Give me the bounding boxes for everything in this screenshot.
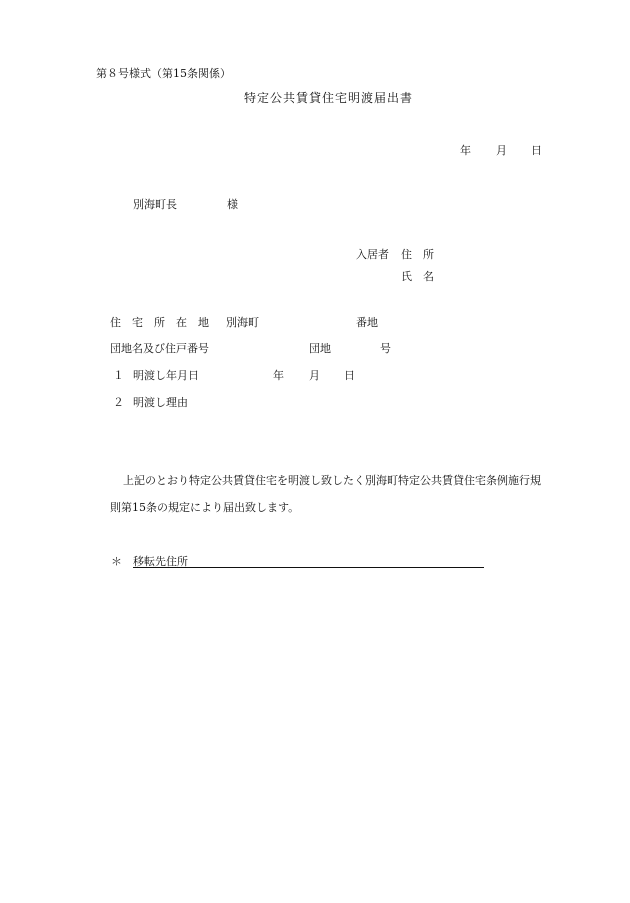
item-1-month: 月	[309, 369, 320, 382]
item-1-day: 日	[344, 369, 355, 382]
date-day: 日	[531, 144, 542, 157]
applicant-address-label: 住 所	[401, 248, 434, 261]
item-2-number: ２	[113, 396, 124, 409]
relocation-address-label: 移転先住所	[133, 555, 188, 568]
applicant-name-label: 氏 名	[401, 270, 434, 283]
housing-town: 別海町	[226, 316, 259, 329]
statement-line-2: 則第15条の規定により届出致します。	[110, 501, 300, 514]
relocation-address-line	[133, 567, 484, 568]
date-year: 年	[460, 144, 471, 157]
complex-label: 団地名及び住戸番号	[110, 342, 209, 355]
item-1-label: 明渡し年月日	[133, 369, 199, 382]
statement-line-1: 上記のとおり特定公共賃貸住宅を明渡し致したく別海町特定公共賃貸住宅条例施行規	[123, 474, 541, 487]
date-month: 月	[496, 144, 507, 157]
applicant-role: 入居者	[356, 248, 389, 261]
housing-banchi: 番地	[356, 316, 378, 329]
addressee-name: 別海町長	[133, 198, 177, 211]
housing-address-label: 住 宅 所 在 地	[110, 316, 209, 329]
complex-unit: 号	[380, 342, 391, 355]
document-title: 特定公共賃貸住宅明渡届出書	[244, 91, 414, 105]
item-1-year: 年	[273, 369, 284, 382]
item-1-number: １	[113, 369, 124, 382]
addressee-honorific: 様	[227, 198, 238, 211]
item-2-label: 明渡し理由	[133, 396, 188, 409]
form-number: 第８号様式（第15条関係）	[96, 67, 231, 80]
complex-name: 団地	[309, 342, 331, 355]
note-mark: ＊	[111, 555, 122, 568]
